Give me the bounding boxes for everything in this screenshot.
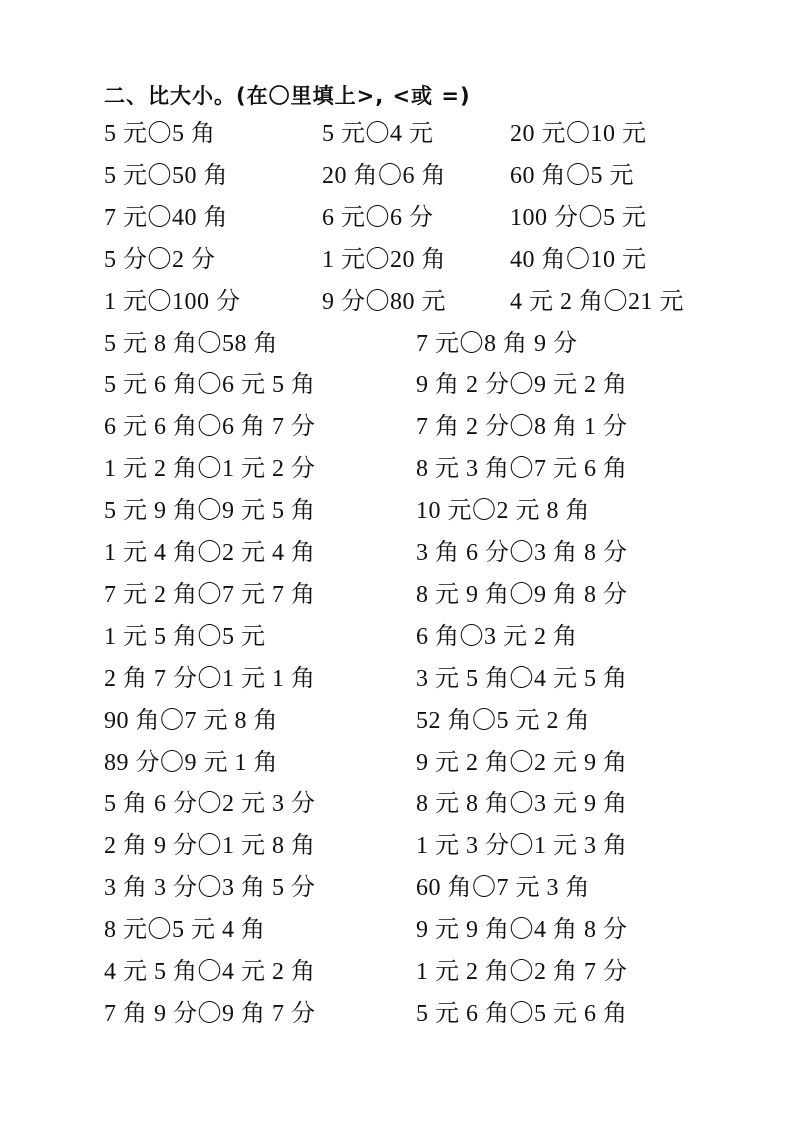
comparison-item: 3 角 3 分〇3 角 5 分 (104, 875, 316, 902)
comparison-item: 4 元 2 角〇21 元 (510, 288, 684, 315)
exercise-row (0, 244, 794, 286)
comparison-item: 8 元〇5 元 4 角 (104, 917, 266, 944)
exercise-row (0, 747, 794, 789)
comparison-item: 10 元〇2 元 8 角 (416, 498, 590, 525)
exercise-row (0, 453, 794, 495)
exercise-row (0, 914, 794, 956)
exercise-row (0, 286, 794, 328)
exercise-row (0, 705, 794, 747)
comparison-item: 5 元 6 角〇5 元 6 角 (416, 1000, 628, 1027)
comparison-item: 9 分〇80 元 (322, 288, 446, 315)
comparison-item: 1 元 5 角〇5 元 (104, 623, 266, 650)
exercise-row (0, 328, 794, 370)
comparison-item: 100 分〇5 元 (510, 204, 647, 231)
comparison-item: 8 元 3 角〇7 元 6 角 (416, 456, 628, 483)
exercise-row (0, 956, 794, 998)
comparison-item: 1 元 4 角〇2 元 4 角 (104, 540, 316, 566)
exercise-row (0, 579, 794, 621)
comparison-item: 2 角 7 分〇1 元 1 角 (104, 665, 316, 692)
comparison-item: 1 元〇100 分 (104, 288, 241, 315)
exercise-row (0, 663, 794, 705)
exercise-row (0, 537, 794, 579)
comparison-item: 1 元 2 角〇1 元 2 分 (104, 456, 316, 483)
comparison-item: 7 角 2 分〇8 角 1 分 (416, 414, 628, 441)
comparison-item: 5 元 8 角〇58 角 (104, 330, 278, 357)
comparison-item: 3 元 5 角〇4 元 5 角 (416, 665, 628, 692)
comparison-item: 5 元〇50 角 (104, 162, 228, 189)
comparison-item: 7 角 9 分〇9 角 7 分 (104, 1000, 316, 1027)
exercise-row (0, 160, 794, 202)
comparison-item: 5 元 9 角〇9 元 5 角 (104, 498, 316, 525)
exercise-row (0, 872, 794, 914)
comparison-item: 9 元 9 角〇4 角 8 分 (416, 917, 628, 944)
comparison-item: 6 元〇6 分 (322, 204, 434, 231)
comparison-item: 6 角〇3 元 2 角 (416, 623, 578, 650)
comparison-item: 90 角〇7 元 8 角 (104, 707, 278, 734)
comparison-item: 5 元〇5 角 (104, 121, 216, 147)
comparison-item: 60 角〇7 元 3 角 (416, 875, 590, 902)
exercise-row (0, 830, 794, 872)
exercise-row (0, 202, 794, 244)
exercise-row (0, 998, 794, 1040)
section-title: 二、比大小。(在〇里填上>, <或 =) (104, 84, 471, 108)
comparison-item: 20 角〇6 角 (322, 162, 446, 189)
comparison-item: 5 元〇4 元 (322, 121, 434, 147)
comparison-item: 1 元 3 分〇1 元 3 角 (416, 833, 628, 860)
comparison-item: 7 元〇40 角 (104, 204, 228, 231)
comparison-item: 7 元 2 角〇7 元 7 角 (104, 581, 316, 608)
comparison-item: 40 角〇10 元 (510, 246, 647, 273)
comparison-item: 89 分〇9 元 1 角 (104, 749, 278, 776)
comparison-item: 3 角 6 分〇3 角 8 分 (416, 540, 628, 566)
comparison-item: 52 角〇5 元 2 角 (416, 707, 590, 734)
comparison-item: 7 元〇8 角 9 分 (416, 330, 578, 357)
comparison-item: 1 元〇20 角 (322, 246, 446, 273)
exercise-row (0, 788, 794, 830)
comparison-item: 8 元 9 角〇9 角 8 分 (416, 581, 628, 608)
comparison-item: 1 元 2 角〇2 角 7 分 (416, 959, 628, 985)
exercise-row (0, 369, 794, 411)
comparison-item: 5 分〇2 分 (104, 246, 216, 273)
comparison-item: 20 元〇10 元 (510, 121, 647, 147)
exercise-row (0, 118, 794, 160)
comparison-item: 5 角 6 分〇2 元 3 分 (104, 791, 316, 818)
exercise-row (0, 495, 794, 537)
comparison-item: 4 元 5 角〇4 元 2 角 (104, 959, 316, 985)
comparison-item: 60 角〇5 元 (510, 162, 634, 189)
exercise-row (0, 621, 794, 663)
comparison-item: 2 角 9 分〇1 元 8 角 (104, 833, 316, 860)
comparison-item: 8 元 8 角〇3 元 9 角 (416, 791, 628, 818)
comparison-item: 5 元 6 角〇6 元 5 角 (104, 372, 316, 399)
comparison-item: 9 元 2 角〇2 元 9 角 (416, 749, 628, 776)
comparison-item: 9 角 2 分〇9 元 2 角 (416, 372, 628, 399)
exercise-row (0, 411, 794, 453)
comparison-item: 6 元 6 角〇6 角 7 分 (104, 414, 316, 441)
